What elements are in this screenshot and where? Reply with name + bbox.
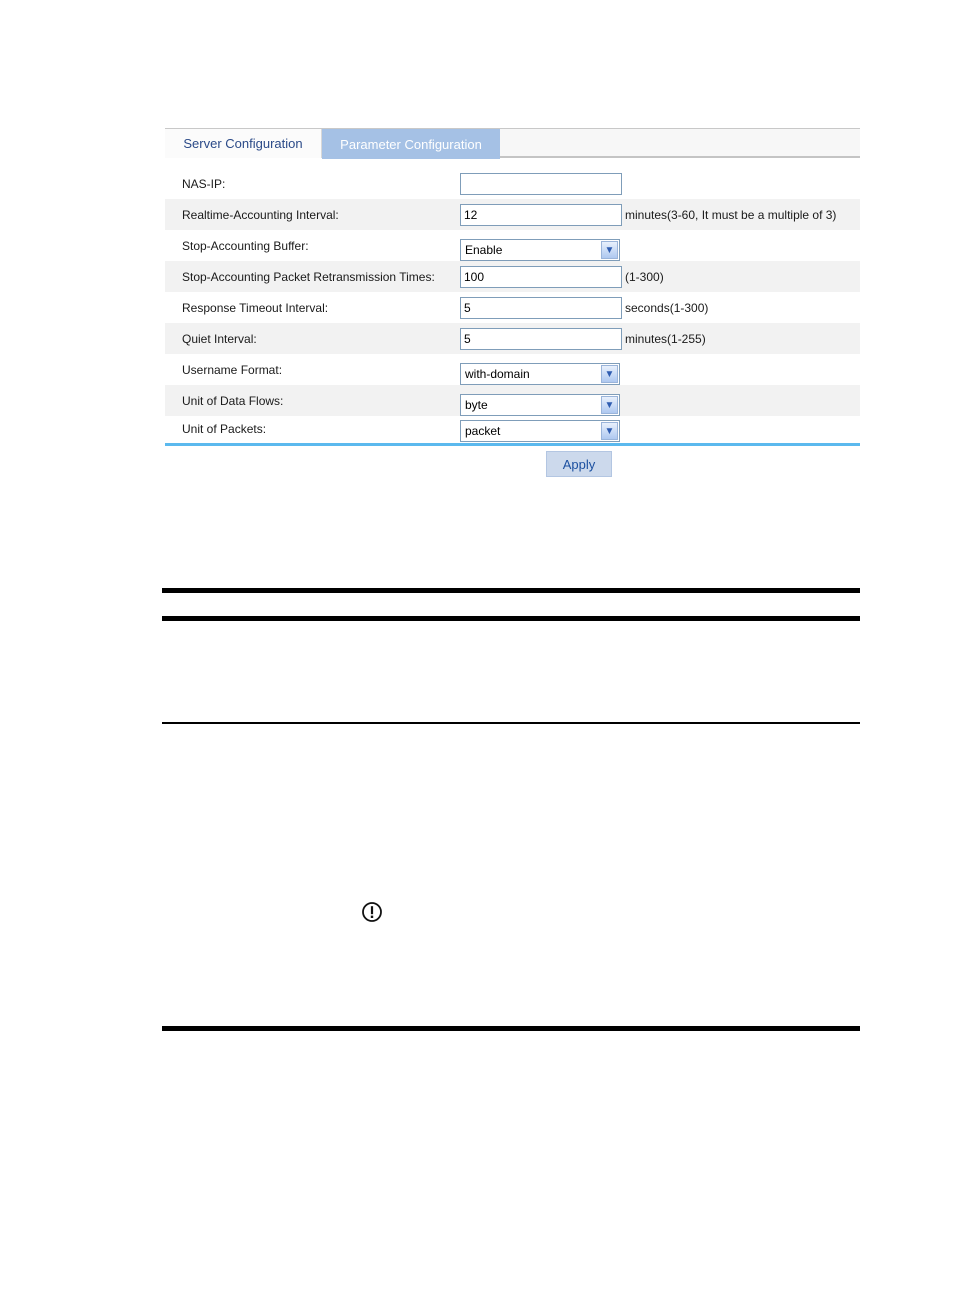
unit-of-data-flows-label: Unit of Data Flows: (182, 393, 284, 408)
nas-ip-input[interactable] (460, 173, 622, 195)
chevron-down-icon[interactable]: ▼ (601, 422, 618, 440)
quiet-interval-input[interactable] (460, 328, 622, 350)
response-timeout-interval-input[interactable] (460, 297, 622, 319)
unit-of-packets-value: packet (465, 424, 501, 438)
form-bottom-separator (165, 443, 860, 446)
stop-accounting-buffer-select[interactable] (460, 239, 620, 261)
chevron-down-icon[interactable]: ▼ (601, 241, 618, 259)
tab-server-configuration[interactable] (165, 129, 322, 158)
stop-accounting-retransmission-label: Stop-Accounting Packet Retransmission Times: (182, 269, 435, 284)
form-row-quiet-interval (165, 323, 860, 354)
unit-of-packets-select[interactable] (460, 420, 620, 442)
quiet-interval-unit: minutes(1-255) (625, 331, 706, 346)
nas-ip-label: NAS-IP: (182, 176, 226, 191)
stop-accounting-buffer-value: Enable (465, 243, 503, 257)
tab-bar (165, 128, 860, 158)
realtime-accounting-interval-input[interactable] (460, 204, 622, 226)
exclamation-circle-icon (361, 901, 383, 923)
tab-parameter-configuration[interactable] (322, 129, 500, 159)
realtime-accounting-interval-label: Realtime-Accounting Interval: (182, 207, 339, 222)
stop-accounting-buffer-label: Stop-Accounting Buffer: (182, 238, 309, 253)
chevron-down-icon[interactable]: ▼ (601, 365, 618, 383)
form-row-unit-of-data-flows (165, 385, 860, 416)
form-row-response-timeout-interval (165, 292, 860, 323)
form-row-stop-accounting-retransmission (165, 261, 860, 292)
horizontal-rule-2 (162, 616, 860, 621)
realtime-accounting-interval-unit: minutes(3-60, It must be a multiple of 3) (625, 207, 837, 222)
form-row-nas-ip (165, 168, 860, 199)
stop-accounting-retransmission-range: (1-300) (625, 269, 664, 284)
quiet-interval-label: Quiet Interval: (182, 331, 257, 346)
horizontal-rule-4 (162, 1026, 860, 1031)
username-format-label: Username Format: (182, 362, 283, 377)
form-row-username-format (165, 354, 860, 385)
tab-parameter-configuration-label: Parameter Configuration (340, 136, 482, 152)
response-timeout-interval-label: Response Timeout Interval: (182, 300, 329, 315)
unit-of-data-flows-value: byte (465, 398, 488, 412)
form-row-realtime-accounting-interval (165, 199, 860, 230)
chevron-down-icon[interactable]: ▼ (601, 396, 618, 414)
username-format-select[interactable] (460, 363, 620, 385)
response-timeout-interval-unit: seconds(1-300) (625, 300, 709, 315)
stop-accounting-retransmission-input[interactable] (460, 266, 622, 288)
horizontal-rule-3 (162, 722, 860, 724)
form-row-unit-of-packets (165, 416, 860, 442)
parameter-configuration-form (165, 168, 860, 442)
apply-button[interactable]: Apply (546, 451, 612, 477)
unit-of-data-flows-select[interactable] (460, 394, 620, 416)
unit-of-packets-label: Unit of Packets: (182, 422, 267, 436)
tab-server-configuration-label: Server Configuration (183, 136, 303, 151)
form-row-stop-accounting-buffer (165, 230, 860, 261)
username-format-value: with-domain (465, 367, 530, 381)
horizontal-rule-1 (162, 588, 860, 593)
